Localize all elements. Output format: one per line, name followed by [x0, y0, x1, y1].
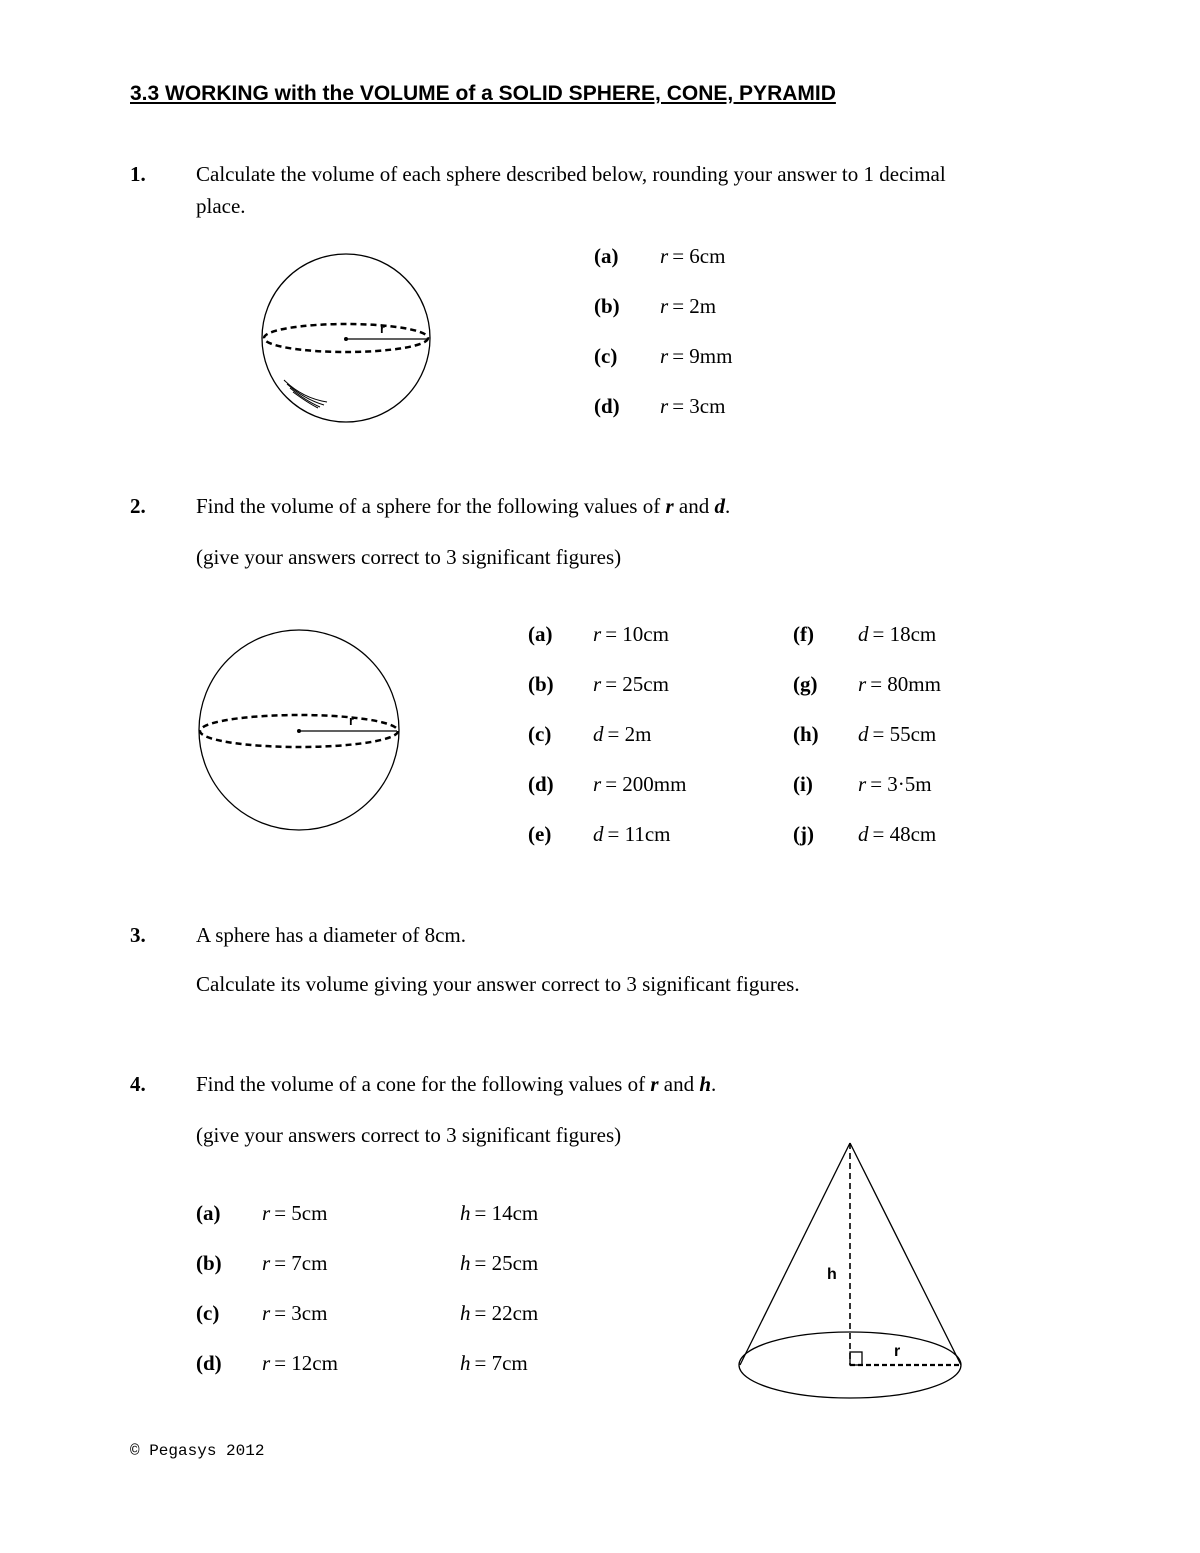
q1-diagram-radius-label: r: [380, 321, 386, 336]
q2-text-end: .: [725, 494, 731, 518]
q2-part-3-value: [593, 772, 686, 797]
q1-part-2-amount: = 9mm: [672, 344, 733, 368]
q2-text-pre: Find the volume of a sphere for the following values of: [196, 494, 666, 518]
q2-part-5-variable: d: [858, 622, 869, 646]
q2-part-7-value: [858, 722, 936, 747]
q4-part-2-h-value: [460, 1301, 538, 1326]
q4-part-1-h-amount: = 25cm: [474, 1251, 539, 1275]
q2-part-4-variable: d: [593, 822, 604, 846]
q4-text: [196, 1072, 716, 1097]
q4-var-h: h: [699, 1072, 712, 1096]
q4-part-0-r-label: (a): [196, 1201, 221, 1225]
q1-part-0-variable: r: [660, 244, 669, 268]
q4-part-2-r-amount: = 3cm: [274, 1301, 328, 1325]
q2-text-mid: and: [673, 494, 715, 518]
q4-part-2-r-label: (c): [196, 1301, 220, 1325]
q4-part-1-h-variable: h: [460, 1251, 471, 1275]
q4-part-3-r-label: (d): [196, 1351, 222, 1375]
q2-part-8-label: (i): [793, 772, 813, 796]
q2-part-7-variable: d: [858, 722, 869, 746]
q2-part-6-label: (g): [793, 672, 818, 696]
q2-part-2-amount: = 2m: [607, 722, 652, 746]
q4-cone-diagram: [736, 1140, 966, 1405]
q2-part-0-variable: r: [593, 622, 602, 646]
q4-text-end: .: [711, 1072, 717, 1096]
q4-note: (give your answers correct to 3 significant figures): [196, 1123, 622, 1147]
q4-part-0-h-amount: = 14cm: [474, 1201, 539, 1225]
q2-part-3-label: (d): [528, 772, 554, 796]
q2-part-1-variable: r: [593, 672, 602, 696]
q2-part-8-value: [858, 772, 932, 797]
q1-part-2-label: (c): [594, 344, 618, 368]
q1-part-0-label: (a): [594, 244, 619, 268]
q2-part-0-amount: = 10cm: [605, 622, 669, 646]
q2-part-2-label: (c): [528, 722, 552, 746]
q2-part-7-amount: = 55cm: [872, 722, 937, 746]
q4-part-0-h-variable: h: [460, 1201, 471, 1225]
q1-part-1-label: (b): [594, 294, 620, 318]
q2-part-9-amount: = 48cm: [872, 822, 937, 846]
q4-part-1-r-amount: = 7cm: [274, 1251, 328, 1275]
q2-part-6-amount: = 80mm: [870, 672, 941, 696]
q2-var-r: r: [665, 494, 674, 518]
q2-note: (give your answers correct to 3 significant figures): [196, 545, 622, 569]
q2-part-6-variable: r: [858, 672, 867, 696]
q2-part-0-value: [593, 622, 669, 647]
q1-text-line2: place.: [196, 194, 246, 218]
q3-line1: A sphere has a diameter of 8cm.: [196, 923, 466, 947]
q1-part-0-amount: = 6cm: [672, 244, 726, 268]
q2-part-5-value: [858, 622, 936, 647]
q2-part-6-value: [858, 672, 941, 697]
q4-text-pre: Find the volume of a cone for the following values of: [196, 1072, 651, 1096]
q1-text-line1: Calculate the volume of each sphere described below, rounding your answer to 1 decimal: [196, 162, 946, 186]
q2-part-3-variable: r: [593, 772, 602, 796]
q2-part-8-amount: = 3·5m: [870, 772, 932, 796]
q1-part-2-variable: r: [660, 344, 669, 368]
q2-part-9-variable: d: [858, 822, 869, 846]
q4-part-2-r-value: [262, 1301, 327, 1326]
q4-part-2-h-variable: h: [460, 1301, 471, 1325]
q1-part-2-value: [660, 344, 732, 369]
q2-text: [196, 494, 730, 519]
q2-part-3-amount: = 200mm: [605, 772, 687, 796]
q2-part-5-label: (f): [793, 622, 814, 646]
q2-part-1-label: (b): [528, 672, 554, 696]
q2-part-7-label: (h): [793, 722, 819, 746]
q4-diagram-height-label: h: [827, 1266, 837, 1283]
q4-part-0-r-amount: = 5cm: [274, 1201, 328, 1225]
q2-var-d: d: [714, 494, 725, 518]
q2-part-5-amount: = 18cm: [872, 622, 937, 646]
q2-part-2-variable: d: [593, 722, 604, 746]
q4-part-0-r-variable: r: [262, 1201, 271, 1225]
q1-number: 1.: [130, 162, 146, 186]
q4-part-3-r-amount: = 12cm: [274, 1351, 338, 1375]
q2-part-9-label: (j): [793, 822, 814, 846]
q1-part-3-amount: = 3cm: [672, 394, 726, 418]
q2-part-2-value: [593, 722, 651, 747]
q1-part-3-value: [660, 394, 725, 419]
q4-part-1-r-value: [262, 1251, 327, 1276]
q4-part-0-h-value: [460, 1201, 538, 1226]
q1-part-0-value: [660, 244, 725, 269]
q2-sphere-diagram: [197, 628, 403, 833]
q2-part-0-label: (a): [528, 622, 553, 646]
q3-number: 3.: [130, 923, 146, 947]
q4-part-3-r-value: [262, 1351, 338, 1376]
q1-part-3-variable: r: [660, 394, 669, 418]
q4-part-1-h-value: [460, 1251, 538, 1276]
q4-diagram-radius-label: r: [894, 1343, 901, 1360]
q4-part-0-r-value: [262, 1201, 327, 1226]
q1-part-1-value: [660, 294, 716, 319]
page-title: 3.3 WORKING with the VOLUME of a SOLID SPHERE, CONE, PYRAMID: [130, 82, 836, 105]
q4-part-1-r-label: (b): [196, 1251, 222, 1275]
q1-part-3-label: (d): [594, 394, 620, 418]
q4-part-1-r-variable: r: [262, 1251, 271, 1275]
footer-copyright: © Pegasys 2012: [130, 1442, 265, 1460]
q2-part-9-value: [858, 822, 936, 847]
q4-part-3-h-amount: = 7cm: [474, 1351, 528, 1375]
q2-part-1-value: [593, 672, 669, 697]
q4-var-r: r: [650, 1072, 659, 1096]
q4-part-2-r-variable: r: [262, 1301, 271, 1325]
q2-part-1-amount: = 25cm: [605, 672, 669, 696]
q4-text-mid: and: [658, 1072, 700, 1096]
q4-part-3-h-value: [460, 1351, 528, 1376]
q2-part-8-variable: r: [858, 772, 867, 796]
q4-part-2-h-amount: = 22cm: [474, 1301, 539, 1325]
q2-number: 2.: [130, 494, 146, 518]
q4-number: 4.: [130, 1072, 146, 1096]
q2-part-4-amount: = 11cm: [607, 822, 671, 846]
q2-part-4-label: (e): [528, 822, 552, 846]
q4-part-3-r-variable: r: [262, 1351, 271, 1375]
q1-part-1-variable: r: [660, 294, 669, 318]
q2-part-4-value: [593, 822, 670, 847]
q1-sphere-diagram: [262, 250, 432, 430]
q4-part-3-h-variable: h: [460, 1351, 471, 1375]
q1-part-1-amount: = 2m: [672, 294, 717, 318]
q3-line2: Calculate its volume giving your answer correct to 3 significant figures.: [196, 972, 800, 996]
q2-diagram-radius-label: r: [349, 713, 355, 728]
